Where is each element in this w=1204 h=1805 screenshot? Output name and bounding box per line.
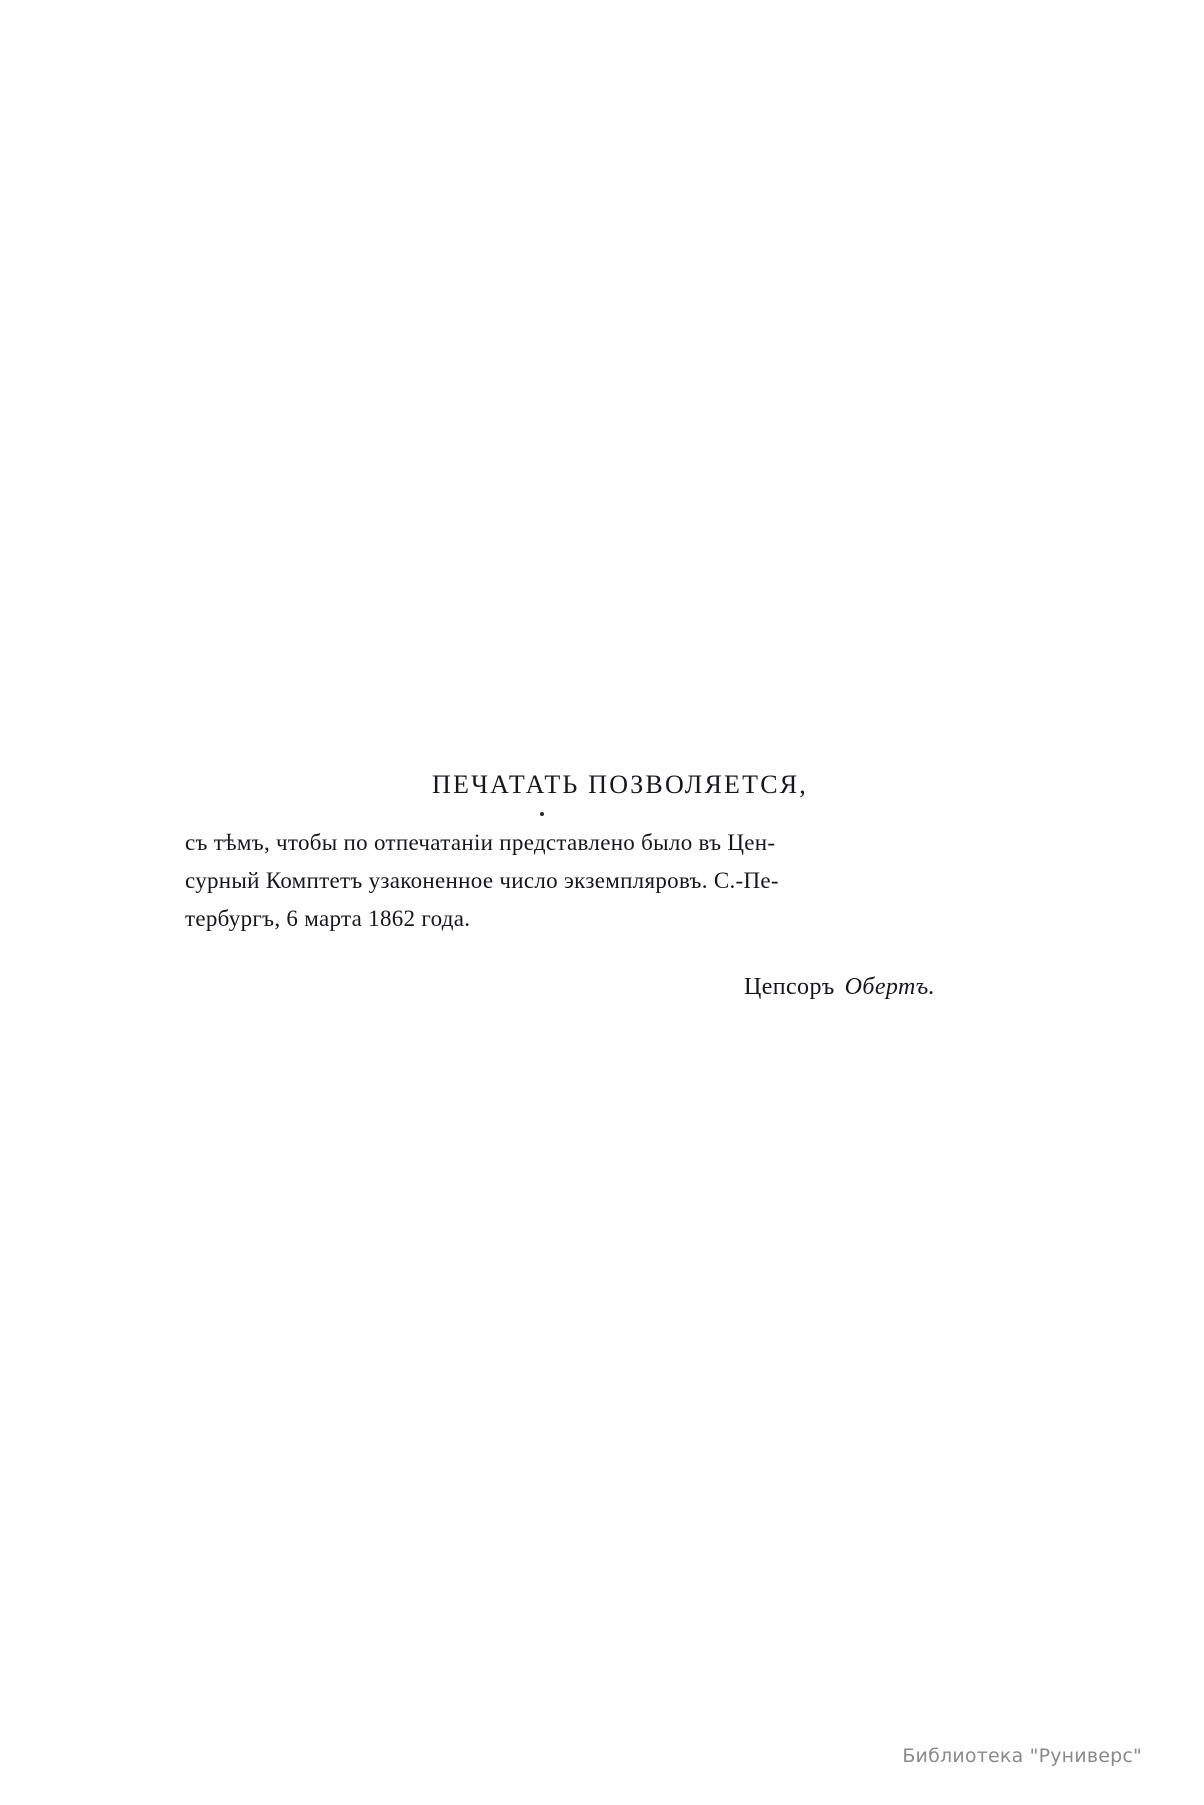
censor-name: Обертъ. xyxy=(844,974,935,1000)
censorship-permit-block xyxy=(185,770,1025,1001)
permit-heading: ПЕЧАТАТЬ ПОЗВОЛЯЕТСЯ, xyxy=(432,770,808,799)
permit-paragraph xyxy=(185,824,975,938)
permit-line-1: съ тѣмъ, чтобы по отпечатаніи представлено было въ Цен- xyxy=(185,830,776,855)
permit-line-3: тербургъ, 6 марта 1862 года. xyxy=(185,906,471,931)
library-watermark: Библиотека "Руниверс" xyxy=(902,1745,1142,1767)
censor-signature xyxy=(185,974,1025,1001)
ink-speck xyxy=(540,812,544,816)
permit-line-2: сурный Комптетъ узаконенное число экземпляровъ. С.-Пе- xyxy=(185,868,779,893)
censor-title: Цепсоръ xyxy=(743,974,835,1000)
